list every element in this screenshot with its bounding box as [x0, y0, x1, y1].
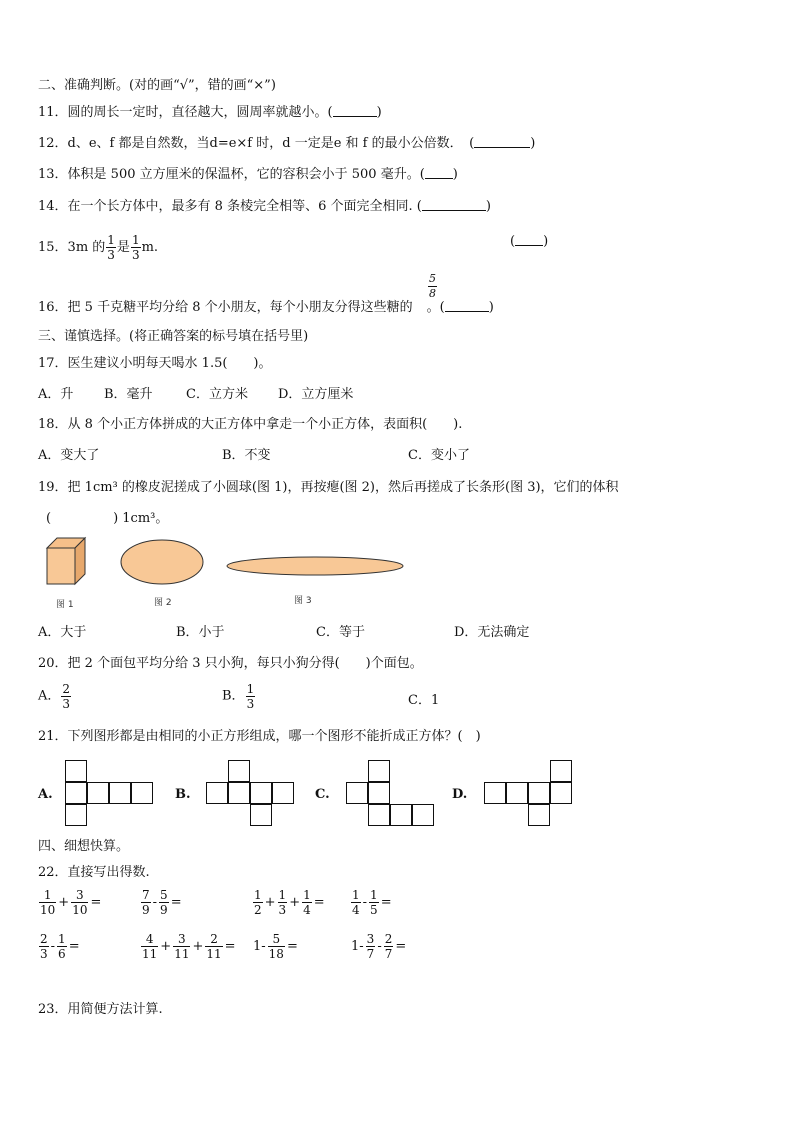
question-16-fraction: $\frac{5}{8}$ [429, 272, 436, 300]
fraction: $\frac{5}{9}$ [160, 888, 168, 917]
figure-2-caption: 图 2 [154, 598, 172, 608]
fraction: $\frac{3}{7}$ [366, 932, 375, 961]
net-c-label[interactable]: C. [315, 787, 330, 802]
question-19: 19．把 1cm³ 的橡皮泥搓成了小圆球(图 1)，再按瘪(图 2)，然后再搓成了长条形(图 3)，它们的体积 [38, 480, 619, 495]
operator: - [362, 894, 368, 910]
answer-blank-15[interactable] [515, 233, 543, 246]
answer-blank-16[interactable] [445, 299, 489, 312]
expression-2-3 [252, 932, 299, 961]
option-17-b[interactable]: B．毫升 [104, 387, 153, 402]
question-23: 23．用简便方法计算. [38, 1002, 163, 1017]
fraction: $\frac{1}{3}$ [107, 233, 115, 262]
fraction: $\frac{1}{4}$ [303, 888, 311, 917]
equals-sign[interactable]: = [68, 938, 80, 954]
expression-1-3 [252, 888, 326, 917]
operator: - [152, 894, 158, 910]
fraction: $\frac{5}{18}$ [268, 932, 284, 961]
equals-sign[interactable]: = [395, 938, 407, 954]
option-18-a[interactable]: A．变大了 [38, 448, 100, 463]
option-19-d[interactable]: D．无法确定 [454, 625, 530, 640]
question-19-line2: ( ) 1cm³。 [46, 511, 169, 526]
expression-lead: 1- [351, 938, 364, 954]
answer-blank-11[interactable] [333, 104, 377, 117]
expression-2-4 [350, 932, 407, 961]
operator: + [192, 938, 204, 954]
equals-sign[interactable]: = [224, 938, 236, 954]
expression-1-1 [38, 888, 102, 917]
operator: + [160, 938, 172, 954]
question-12-text: 12．d、e、f 都是自然数，当d=e×f 时，d 一定是e 和 f 的最小公倍数． ( [38, 136, 475, 151]
fraction: $\frac{2}{11}$ [206, 932, 222, 961]
fraction: $\frac{7}{9}$ [142, 888, 150, 917]
question-18: 18．从 8 个小正方体拼成的大正方体中拿走一个小正方体，表面积( ). [38, 417, 463, 432]
operator: + [58, 894, 70, 910]
question-15: 15．3m 的 $\frac{1}{3}$ 是 $\frac{1}{3}$ m. [38, 233, 159, 262]
net-d-label[interactable]: D. [452, 787, 468, 802]
question-13: 13．体积是 500 立方厘米的保温杯，它的容积会小于 500 毫升。( ) [38, 167, 458, 182]
question-22: 22．直接写出得数. [38, 865, 150, 880]
fraction: $\frac{3}{11}$ [174, 932, 190, 961]
section-2-title: 二、准确判断。(对的画“√”，错的画“×”) [38, 78, 276, 93]
question-14-text: 14．在一个长方体中，最多有 8 条棱完全相等、6 个面完全相同. ( [38, 199, 422, 214]
net-b-label[interactable]: B. [175, 787, 191, 802]
figure-1-caption: 图 1 [56, 600, 74, 610]
option-19-a[interactable]: A．大于 [38, 625, 87, 640]
option-19-c[interactable]: C．等于 [316, 625, 365, 640]
expression-1-2 [140, 888, 183, 917]
fraction: $\frac{4}{11}$ [142, 932, 158, 961]
question-11-text: 11．圆的周长一定时，直径越大，圆周率就越小。( [38, 105, 333, 120]
operator: - [377, 938, 382, 954]
option-17-d[interactable]: D．立方厘米 [278, 387, 354, 402]
flattened-ball-figure [118, 538, 206, 586]
question-20: 20．把 2 个面包平均分给 3 只小狗，每只小狗分得( )个面包。 [38, 656, 423, 671]
question-15-answer: ( ) [510, 234, 549, 249]
option-17-a[interactable]: A．升 [38, 387, 74, 402]
option-18-c[interactable]: C．变小了 [408, 448, 470, 463]
operator: + [289, 894, 301, 910]
answer-blank-12[interactable] [474, 135, 530, 148]
fraction: $\frac{1}{3}$ [278, 888, 287, 917]
fraction: $\frac{1}{5}$ [370, 888, 378, 917]
question-17: 17．医生建议小明每天喝水 1.5( )。 [38, 356, 272, 371]
answer-blank-13[interactable] [425, 166, 453, 179]
fraction: $\frac{1}{2}$ [254, 888, 262, 917]
answer-blank-14[interactable] [422, 198, 486, 211]
question-16: 16．把 5 千克糖平均分给 8 个小朋友，每个小朋友分得这些糖的 。( ) [38, 300, 494, 315]
question-21: 21．下列图形都是由相同的小正方形组成，哪一个图形不能折成正方体？( ) [38, 729, 481, 744]
fraction: $\frac{1}{3}$ [131, 233, 140, 262]
question-13-text: 13．体积是 500 立方厘米的保温杯，它的容积会小于 500 毫升。( [38, 167, 425, 182]
fraction: $\frac{1}{6}$ [58, 932, 66, 961]
equals-sign[interactable]: = [90, 894, 102, 910]
section-3-title: 三、谨慎选择。(将正确答案的标号填在括号里) [38, 329, 309, 344]
question-14: 14．在一个长方体中，最多有 8 条棱完全相等、6 个面完全相同. ( ) [38, 199, 491, 214]
option-20-c[interactable]: C．1 [408, 693, 440, 708]
fraction: $\frac{3}{10}$ [72, 888, 88, 917]
question-12: 12．d、e、f 都是自然数，当d=e×f 时，d 一定是e 和 f 的最小公倍数． ( ) [38, 136, 536, 151]
option-19-b[interactable]: B．小于 [176, 625, 225, 640]
net-a-label[interactable]: A. [38, 787, 53, 802]
operator: + [264, 894, 276, 910]
question-11: 11．圆的周长一定时，直径越大，圆周率就越小。( ) [38, 105, 382, 120]
equals-sign[interactable]: = [170, 894, 182, 910]
cube-figure [40, 536, 90, 588]
section-4-title: 四、细想快算。 [38, 839, 130, 854]
option-20-b[interactable]: B． $\frac{1}{3}$ [222, 682, 255, 711]
option-17-c[interactable]: C．立方米 [186, 387, 248, 402]
expression-1-4 [350, 888, 393, 917]
option-18-b[interactable]: B．不变 [222, 448, 271, 463]
fraction: $\frac{1}{4}$ [352, 888, 360, 917]
operator: - [50, 938, 56, 954]
fraction: $\frac{2}{3}$ [40, 932, 48, 961]
expression-lead: 1- [253, 938, 266, 954]
expression-2-1 [38, 932, 81, 961]
equals-sign[interactable]: = [286, 938, 298, 954]
long-strip-figure [224, 554, 406, 578]
equals-sign[interactable]: = [380, 894, 392, 910]
fraction: $\frac{1}{10}$ [40, 888, 56, 917]
expression-2-2 [140, 932, 237, 961]
option-20-a[interactable]: A． $\frac{2}{3}$ [38, 682, 71, 711]
figure-3-caption: 图 3 [294, 596, 312, 606]
equals-sign[interactable]: = [313, 894, 325, 910]
fraction: $\frac{2}{7}$ [384, 932, 393, 961]
